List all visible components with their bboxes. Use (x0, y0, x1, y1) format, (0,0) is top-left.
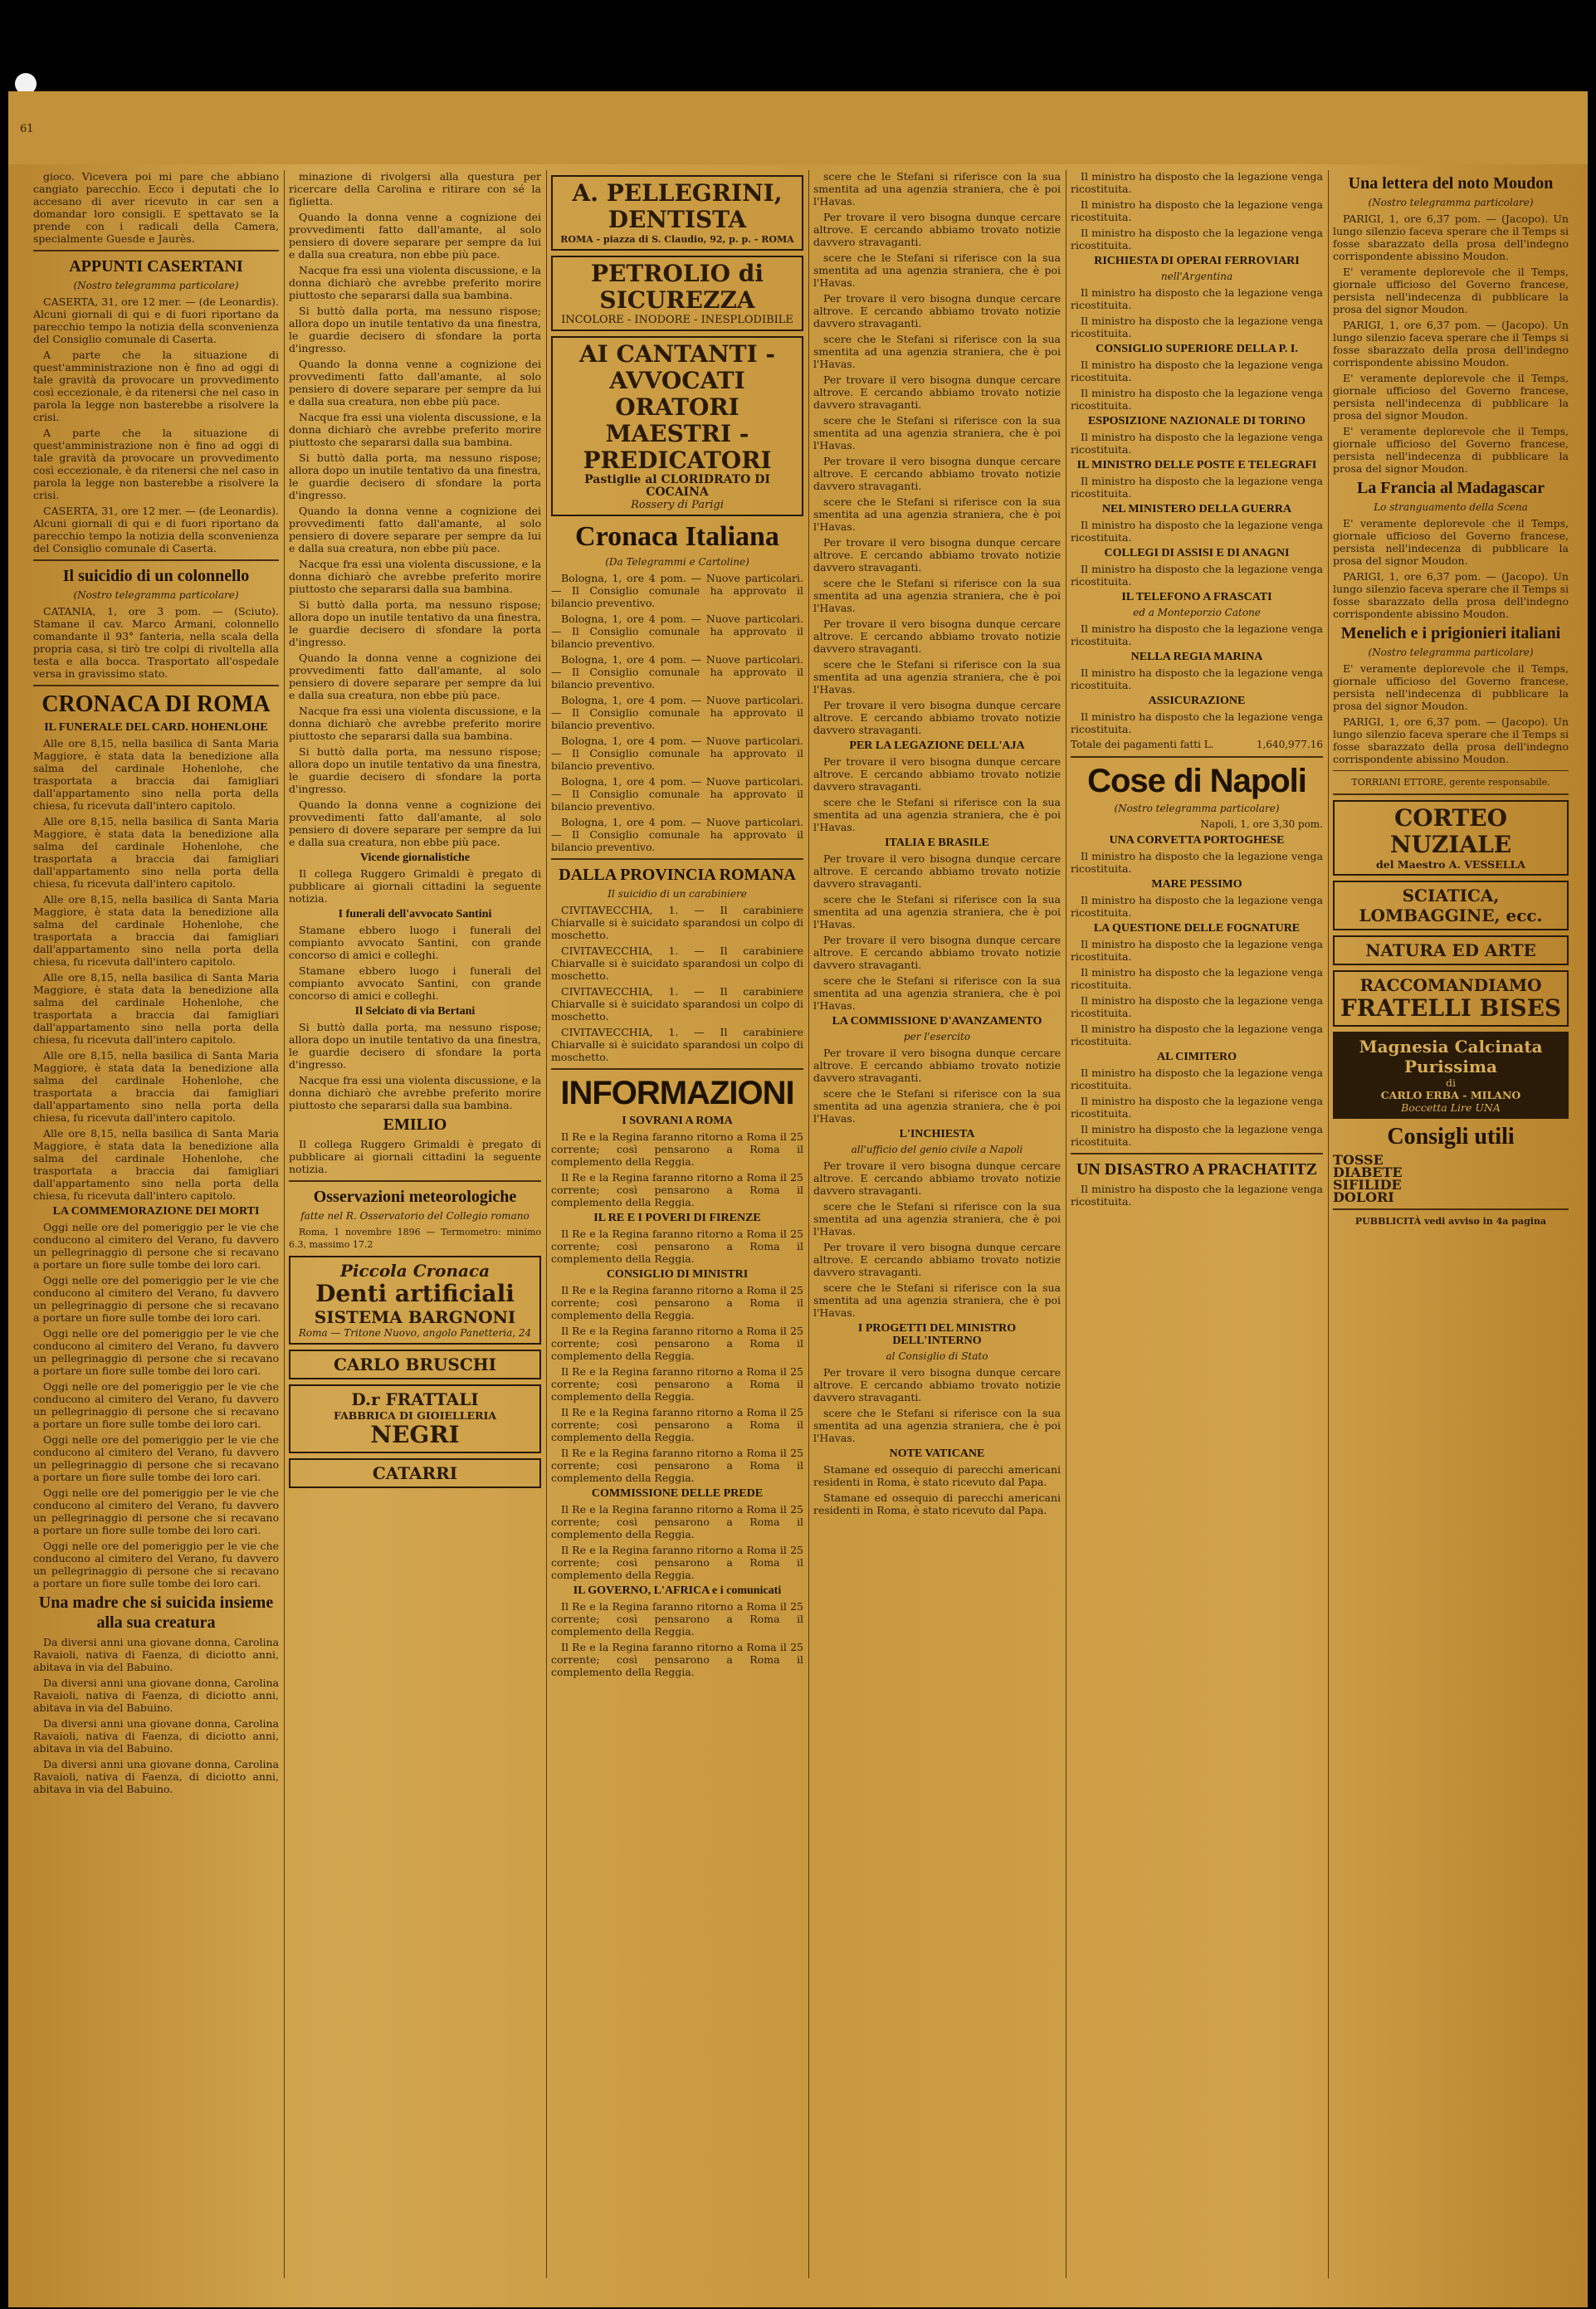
paragraph: Bologna, 1, ore 4 pom. — Nuove particolari. — Il Consiglio comunale ha approvato il bilancio preventivo. (551, 816, 803, 853)
paragraph: Stamane ebbero luogo i funerali del compianto avvocato Santini, con grande concorso di amici e colleghi. (289, 964, 541, 1002)
paragraph: Il Re e la Regina faranno ritorno a Roma il 25 corrente; così pensarono a Roma il complemento della Reggia. (551, 1503, 803, 1540)
headline: I funerali dell'avvocato Santini (338, 908, 492, 920)
ad-line: CATARRI (372, 1463, 458, 1483)
paragraph: CIVITAVECCHIA, 1. — Il carabiniere Chiarvalle si è suicidato sparandosi un colpo di moschetto. (551, 985, 803, 1023)
ad-line: Rossery di Parigi (631, 499, 724, 511)
columns (33, 170, 1569, 2278)
paragraph: minazione di rivolgersi alla questura per ricercare della Carolina e ritirare con sé la figlietta. (289, 170, 541, 207)
ad-line: FRATELLI BISES (1340, 994, 1562, 1022)
paragraph: Il collega Ruggero Grimaldi è pregato di pubblicare ai giornali cittadini la seguente notizia. (289, 867, 541, 905)
paragraph: Bologna, 1, ore 4 pom. — Nuove particolari. — Il Consiglio comunale ha approvato il bilancio preventivo. (551, 735, 803, 772)
ad-title: PETROLIO di SICUREZZA (590, 260, 764, 314)
paragraph: Per trovare il vero bisogna dunque cercare altrove. E cercando abbiamo trovato notizie davvero stravaganti. (813, 1366, 1061, 1403)
consigli-list (1333, 1154, 1569, 1203)
headline: NEL MINISTERO DELLA GUERRA (1101, 503, 1292, 515)
paragraph: Per trovare il vero bisogna dunque cercare altrove. E cercando abbiamo trovato notizie davvero stravaganti. (813, 211, 1061, 248)
paragraph: Per trovare il vero bisogna dunque cercare altrove. E cercando abbiamo trovato notizie davvero stravaganti. (813, 1159, 1061, 1197)
paragraph: Da diversi anni una giovane donna, Carolina Ravaioli, nativa di Faenza, di diciotto anni, abitava in via del Babuino. (33, 1677, 279, 1714)
paragraph: CIVITAVECCHIA, 1. — Il carabiniere Chiarvalle si è suicidato sparandosi un colpo di moschetto. (551, 1026, 803, 1063)
paragraph: Il collega Ruggero Grimaldi è pregato di pubblicare ai giornali cittadini la seguente notizia. (289, 1138, 541, 1175)
paragraph: Oggi nelle ore del pomeriggio per le vie che conducono al cimitero del Verano, fu davvero un pellegrinaggio di persone che si recavano a portare un fiore sulle tombe dei loro cari. (33, 1540, 279, 1589)
headline: ITALIA E BRASILE (885, 837, 989, 849)
paragraph: E' veramente deplorevole che il Temps, giornale ufficioso del Governo francese, persista nell'indecenza di pubblicare la prosa del signor Moudon. (1333, 266, 1569, 315)
paragraph: Bologna, 1, ore 4 pom. — Nuove particolari. — Il Consiglio comunale ha approvato il bilancio preventivo. (551, 694, 803, 731)
column-rule (808, 170, 809, 2278)
headline: PER LA LEGAZIONE DELL'AJA (849, 740, 1025, 752)
ad-line: Roma — Tritone Nuovo, angolo Panetteria, 24 (298, 1327, 532, 1339)
paragraph: scere che le Stefani si riferisce con la sua smentita ad una agenzia straniera, che è poi l'Havas. (813, 1087, 1061, 1125)
paragraph: Per trovare il vero bisogna dunque cercare altrove. E cercando abbiamo trovato notizie davvero stravaganti. (813, 755, 1061, 793)
paragraph: CASERTA, 31, ore 12 mer. — (de Leonardis). Alcuni giornali di qui e di fuori riportano da parecchio tempo la notizia della sconvenienza del Consiglio comunale di Caserta. (33, 505, 279, 554)
total-row (1071, 739, 1323, 751)
paragraph: scere che le Stefani si riferisce con la sua smentita ad una agenzia straniera, che è poi l'Havas. (813, 893, 1061, 930)
paragraph: Per trovare il vero bisogna dunque cercare altrove. E cercando abbiamo trovato notizie davvero stravaganti. (813, 373, 1061, 411)
paragraph: Il Re e la Regina faranno ritorno a Roma il 25 corrente; così pensarono a Roma il complemento della Reggia. (551, 1365, 803, 1403)
headline: I SOVRANI A ROMA (622, 1115, 733, 1127)
ad-title: Piccola Cronaca (339, 1261, 491, 1281)
paragraph: PARIGI, 1, ore 6,37 pom. — (Jacopo). Un lungo silenzio faceva sperare che il Temps si fosse sbarazzato della prosa dell'indegno corrispondente abissino Moudon. (1333, 319, 1569, 369)
paragraph: gioco. Vicevera poi mi pare che abbiano cangiato parecchio. Ecco i deputati che lo accesano di aver ricevuto in car sen a domandar loro consigli. E spettavato se la prende con i radicali della Camera, specialmente Guesde e Jaurès. (33, 170, 279, 245)
headline: CONSIGLIO DI MINISTRI (606, 1268, 749, 1281)
ad-pellegrini (551, 175, 803, 251)
list-item: TOSSE (1333, 1152, 1384, 1168)
ad-line: SISTEMA BARGNONI (314, 1307, 516, 1327)
section-title: Cose di Napoli (1087, 763, 1306, 799)
ad-sub: ROMA - piazza di S. Claudio, 92, p. p. - ROMA (560, 234, 794, 245)
headline: La Francia al Madagascar (1356, 479, 1545, 497)
ad-sub: INCOLORE - INODORE - INESPLODIBILE (561, 314, 793, 326)
paragraph: CIVITAVECCHIA, 1. — Il carabiniere Chiarvalle si è suicidato sparandosi un colpo di moschetto. (551, 945, 803, 982)
paragraph: Per trovare il vero bisogna dunque cercare altrove. E cercando abbiamo trovato notizie davvero stravaganti. (813, 455, 1061, 492)
headline: UNA CORVETTA PORTOGHESE (1109, 834, 1285, 847)
headline: Una madre che si suicida insieme alla sua creatura (38, 1594, 274, 1632)
ad-sciatica (1333, 881, 1569, 930)
footer-notice: PUBBLICITÀ vedi avviso in 4a pagina (1354, 1216, 1547, 1227)
subheading: all'ufficio del genio civile a Napoli (851, 1144, 1023, 1155)
meteo-data: Roma, 1 novembre 1896 — Termometro: minimo 6.3, massimo 17.2 (289, 1227, 541, 1250)
total-label: Totale dei pagamenti fatti L. (1071, 739, 1214, 750)
ad-raccomandiamo (1333, 970, 1569, 1027)
paragraph: Alle ore 8,15, nella basilica di Santa Maria Maggiore, è stata data la benedizione alla salma del cardinale Hohenlohe, che trasportata a braccia dai famigliari dall'appartamento sino nella porta della chiesa, fu ricevuta dall'intero capitolo. (33, 971, 279, 1046)
paragraph: Il ministro ha disposto che la legazione venga ricostituita. (1071, 519, 1323, 544)
paragraph: Per trovare il vero bisogna dunque cercare altrove. E cercando abbiamo trovato notizie davvero stravaganti. (813, 1047, 1061, 1084)
paragraph: Alle ore 8,15, nella basilica di Santa Maria Maggiore, è stata data la benedizione alla salma del cardinale Hohenlohe, che trasportata a braccia dai famigliari dall'appartamento sino nella porta della chiesa, fu ricevuta dall'intero capitolo. (33, 1049, 279, 1124)
paragraph: Il ministro ha disposto che la legazione venga ricostituita. (1071, 431, 1323, 456)
paragraph: Per trovare il vero bisogna dunque cercare altrove. E cercando abbiamo trovato notizie davvero stravaganti. (813, 852, 1061, 890)
paragraph: Il ministro ha disposto che la legazione venga ricostituita. (1071, 938, 1323, 963)
ad-bargnoni (289, 1256, 541, 1345)
list-item: DOLORI (1333, 1189, 1394, 1205)
subheading: nell'Argentina (1160, 271, 1233, 282)
page-top-band (8, 91, 1588, 164)
paragraph: Il ministro ha disposto che la legazione venga ricostituita. (1071, 475, 1323, 500)
paragraph: Oggi nelle ore del pomeriggio per le vie che conducono al cimitero del Verano, fu davvero un pellegrinaggio di persone che si recavano a portare un fiore sulle tombe dei loro cari. (33, 1380, 279, 1430)
paragraph: Quando la donna venne a cognizione dei provvedimenti fatto dall'amante, al solo pensiero di dovere separare per sempre da lui e dalla sua creatura, non ebbe più pace. (289, 798, 541, 848)
headline: EMILIO (383, 1115, 447, 1134)
headline: LA COMMEMORAZIONE DEI MORTI (52, 1205, 260, 1218)
headline: COLLEGI DI ASSISI E DI ANAGNI (1104, 547, 1290, 559)
paragraph: Stamane ed ossequio di parecchi americani residenti in Roma, è stato ricevuto dal Papa. (813, 1491, 1061, 1516)
paragraph: Nacque fra essi una violenta discussione, e la donna dichiarò che avrebbe preferito morire piuttosto che separarsi dalla sua bambina. (289, 705, 541, 742)
subheading: (Da Telegrammi e Cartoline) (605, 556, 749, 568)
paragraph: scere che le Stefani si riferisce con la sua smentita ad una agenzia straniera, che è poi l'Havas. (813, 333, 1061, 370)
paragraph: Oggi nelle ore del pomeriggio per le vie che conducono al cimitero del Verano, fu davvero un pellegrinaggio di persone che si recavano a portare un fiore sulle tombe dei loro cari. (33, 1486, 279, 1536)
paragraph: Stamane ed ossequio di parecchi americani residenti in Roma, è stato ricevuto dal Papa. (813, 1463, 1061, 1488)
ad-corteo-nuziale (1333, 800, 1569, 876)
paragraph: Da diversi anni una giovane donna, Carolina Ravaioli, nativa di Faenza, di diciotto anni, abitava in via del Babuino. (33, 1758, 279, 1795)
headline: Osservazioni meteorologiche (313, 1188, 517, 1206)
paragraph: Quando la donna venne a cognizione dei provvedimenti fatto dall'amante, al solo pensiero di dovere separare per sempre da lui e dalla sua creatura, non ebbe più pace. (289, 358, 541, 408)
paragraph: Il ministro ha disposto che la legazione venga ricostituita. (1071, 994, 1323, 1019)
paragraph: Oggi nelle ore del pomeriggio per le vie che conducono al cimitero del Verano, fu davvero un pellegrinaggio di persone che si recavano a portare un fiore sulle tombe dei loro cari. (33, 1274, 279, 1324)
paragraph: PARIGI, 1, ore 6,37 pom. — (Jacopo). Un lungo silenzio faceva sperare che il Temps si fosse sbarazzato della prosa dell'indegno corrispondente abissino Moudon. (1333, 570, 1569, 620)
paragraph: Nacque fra essi una violenta discussione, e la donna dichiarò che avrebbe preferito morire piuttosto che separarsi dalla sua bambina. (289, 264, 541, 301)
ad-magnesia (1333, 1032, 1569, 1119)
headline: IL GOVERNO, L'AFRICA e i comunicati (573, 1584, 782, 1597)
headline: Il suicidio di un colonnello (62, 567, 250, 585)
paragraph: Per trovare il vero bisogna dunque cercare altrove. E cercando abbiamo trovato notizie davvero stravaganti. (813, 618, 1061, 655)
paragraph: Il Re e la Regina faranno ritorno a Roma il 25 corrente; così pensarono a Roma il complemento della Reggia. (551, 1600, 803, 1638)
ad-title: SCIATICA, LOMBAGGINE, ecc. (1359, 886, 1543, 925)
paragraph: Il ministro ha disposto che la legazione venga ricostituita. (1071, 1023, 1323, 1047)
subheading: Lo stranguamento della Scena (1374, 501, 1528, 513)
paragraph: Il Re e la Regina faranno ritorno a Roma il 25 corrente; così pensarono a Roma il complemento della Reggia. (551, 1406, 803, 1443)
column-1 (33, 170, 279, 2278)
headline: Vicende giornalistiche (359, 852, 471, 864)
paragraph: Bologna, 1, ore 4 pom. — Nuove particolari. — Il Consiglio comunale ha approvato il bilancio preventivo. (551, 653, 803, 691)
paragraph: Per trovare il vero bisogna dunque cercare altrove. E cercando abbiamo trovato notizie davvero stravaganti. (813, 934, 1061, 971)
paragraph: Per trovare il vero bisogna dunque cercare altrove. E cercando abbiamo trovato notizie davvero stravaganti. (813, 699, 1061, 736)
column-rule (546, 170, 547, 2278)
paragraph: Da diversi anni una giovane donna, Carolina Ravaioli, nativa di Faenza, di diciotto anni, abitava in via del Babuino. (33, 1636, 279, 1673)
paragraph: Da diversi anni una giovane donna, Carolina Ravaioli, nativa di Faenza, di diciotto anni, abitava in via del Babuino. (33, 1717, 279, 1755)
paragraph: A parte che la situazione di quest'amministrazione non è fino ad oggi di tale gravità da provocare un provvedimento così eccezionale, è da ritenersi che nel caso in parola la legge non basterebbe a risolvere la crisi. (33, 349, 279, 423)
headline: Consigli utili (1387, 1124, 1515, 1150)
ad-title: CORTEO NUZIALE (1389, 804, 1512, 858)
paragraph: PARIGI, 1, ore 6,37 pom. — (Jacopo). Un lungo silenzio faceva sperare che il Temps si fosse sbarazzato della prosa dell'indegno corrispondente abissino Moudon. (1333, 715, 1569, 765)
ad-line: CARLO BRUSCHI (333, 1355, 497, 1374)
corner-number: 61 (20, 123, 34, 135)
paragraph: Il Re e la Regina faranno ritorno a Roma il 25 corrente; così pensarono a Roma il complemento della Reggia. (551, 1447, 803, 1484)
subheading: (Nostro telegramma particolare) (1368, 647, 1534, 658)
paragraph: Il ministro ha disposto che la legazione venga ricostituita. (1071, 387, 1323, 412)
headline: Menelich e i prigionieri italiani (1340, 624, 1561, 642)
paragraph: Alle ore 8,15, nella basilica di Santa Maria Maggiore, è stata data la benedizione alla salma del cardinale Hohenlohe, che trasportata a braccia dai famigliari dall'appartamento sino nella porta della chiesa, fu ricevuta dall'intero capitolo. (33, 1127, 279, 1202)
paragraph: Il ministro ha disposto che la legazione venga ricostituita. (1071, 359, 1323, 383)
paragraph: scere che le Stefani si riferisce con la sua smentita ad una agenzia straniera, che è poi l'Havas. (813, 251, 1061, 289)
column-4 (813, 170, 1061, 2278)
paragraph: scere che le Stefani si riferisce con la sua smentita ad una agenzia straniera, che è poi l'Havas. (813, 170, 1061, 207)
headline: I PROGETTI DEL MINISTRO DELL'INTERNO (857, 1322, 1017, 1347)
ad-sub: del Maestro A. VESSELLA (1376, 858, 1525, 871)
paragraph: Oggi nelle ore del pomeriggio per le vie che conducono al cimitero del Verano, fu davvero un pellegrinaggio di persone che si recavano a portare un fiore sulle tombe dei loro cari. (33, 1327, 279, 1377)
ad-line: Boccetta Lire UNA (1401, 1101, 1501, 1114)
ad-title: RACCOMANDIAMO (1359, 975, 1542, 995)
paragraph: scere che le Stefani si riferisce con la sua smentita ad una agenzia straniera, che è poi l'Havas. (813, 414, 1061, 452)
subheading: ed a Monteporzio Catone (1133, 607, 1261, 618)
paragraph: Bologna, 1, ore 4 pom. — Nuove particolari. — Il Consiglio comunale ha approvato il bilancio preventivo. (551, 613, 803, 650)
ad-line: Pastiglie al CLORIDRATO DI COCAINA (584, 473, 770, 499)
ad-catarri (289, 1458, 541, 1488)
column-rule (284, 170, 285, 2278)
paragraph: Il ministro ha disposto che la legazione venga ricostituita. (1071, 850, 1323, 875)
paragraph: Il Re e la Regina faranno ritorno a Roma il 25 corrente; così pensarono a Roma il complemento della Reggia. (551, 1544, 803, 1581)
paragraph: Quando la donna venne a cognizione dei provvedimenti fatto dall'amante, al solo pensiero di dovere separare per sempre da lui e dalla sua creatura, non ebbe più pace. (289, 652, 541, 701)
ad-petrolio (551, 256, 803, 331)
ad-line: AI CANTANTI - AVVOCATI (578, 340, 776, 394)
paragraph: Il ministro ha disposto che la legazione venga ricostituita. (1071, 966, 1323, 991)
paragraph: Alle ore 8,15, nella basilica di Santa Maria Maggiore, è stata data la benedizione alla salma del cardinale Hohenlohe, che trasportata a braccia dai famigliari dall'appartamento sino nella porta della chiesa, fu ricevuta dall'intero capitolo. (33, 893, 279, 968)
paragraph: Il ministro ha disposto che la legazione venga ricostituita. (1071, 563, 1323, 588)
paragraph: Oggi nelle ore del pomeriggio per le vie che conducono al cimitero del Verano, fu davvero un pellegrinaggio di persone che si recavano a portare un fiore sulle tombe dei loro cari. (33, 1221, 279, 1271)
headline: APPUNTI CASERTANI (69, 257, 243, 276)
paragraph: Nacque fra essi una violenta discussione, e la donna dichiarò che avrebbe preferito morire piuttosto che separarsi dalla sua bambina. (289, 411, 541, 448)
headline: UN DISASTRO A PRACHATITZ (1076, 1160, 1318, 1179)
paragraph: Quando la donna venne a cognizione dei provvedimenti fatto dall'amante, al solo pensiero di dovere separare per sempre da lui e dalla sua creatura, non ebbe più pace. (289, 211, 541, 261)
ad-line: di (1446, 1076, 1456, 1089)
headline: NOTE VATICANE (889, 1447, 985, 1460)
headline: Il Selciato di via Bertani (354, 1005, 476, 1018)
column-3 (551, 170, 803, 2278)
subheading: (Nostro telegramma particolare) (73, 280, 239, 291)
ad-frattali (289, 1384, 541, 1453)
ad-natura-arte (1333, 935, 1569, 965)
headline: IL TELEFONO A FRASCATI (1121, 591, 1272, 603)
total-value: 1,640,977.16 (1256, 739, 1323, 750)
headline: IL FUNERALE DEL CARD. HOHENLOHE (44, 721, 268, 734)
column-6 (1333, 170, 1569, 2278)
list-item: SIFILIDE (1333, 1177, 1402, 1193)
headline: IL MINISTRO DELLE POSTE E TELEGRAFI (1076, 459, 1317, 471)
paragraph: Bologna, 1, ore 4 pom. — Nuove particolari. — Il Consiglio comunale ha approvato il bilancio preventivo. (551, 775, 803, 813)
ad-line: ORATORI (615, 393, 739, 421)
section-title: INFORMAZIONI (560, 1075, 794, 1111)
paragraph: scere che le Stefani si riferisce con la sua smentita ad una agenzia straniera, che è poi l'Havas. (813, 1407, 1061, 1444)
paragraph: Nacque fra essi una violenta discussione, e la donna dichiarò che avrebbe preferito morire piuttosto che separarsi dalla sua bambina. (289, 558, 541, 595)
paragraph: A parte che la situazione di quest'amministrazione non è fino ad oggi di tale gravità da provocare un provvedimento così eccezionale, è da ritenersi che nel caso in parola la legge non basterebbe a risolvere la crisi. (33, 427, 279, 501)
headline: IL RE E I POVERI DI FIRENZE (593, 1212, 761, 1224)
subheading: (Nostro telegramma particolare) (73, 589, 239, 601)
subheading: (Nostro telegramma particolare) (1368, 197, 1534, 208)
paragraph: E' veramente deplorevole che il Temps, giornale ufficioso del Governo francese, persista nell'indecenza di pubblicare la prosa del signor Moudon. (1333, 425, 1569, 475)
ad-title: Magnesia Calcinata Purissima (1359, 1037, 1543, 1076)
ad-line: NEGRI (370, 1421, 460, 1448)
paragraph: Quando la donna venne a cognizione dei provvedimenti fatto dall'amante, al solo pensiero di dovere separare per sempre da lui e dalla sua creatura, non ebbe più pace. (289, 505, 541, 554)
paragraph: Il ministro ha disposto che la legazione venga ricostituita. (1071, 198, 1323, 223)
paragraph: E' veramente deplorevole che il Temps, giornale ufficioso del Governo francese, persista nell'indecenza di pubblicare la prosa del signor Moudon. (1333, 517, 1569, 567)
paragraph: Alle ore 8,15, nella basilica di Santa Maria Maggiore, è stata data la benedizione alla salma del cardinale Hohenlohe, che trasportata a braccia dai famigliari dall'appartamento sino nella porta della chiesa, fu ricevuta dall'intero capitolo. (33, 815, 279, 890)
paragraph: Il ministro ha disposto che la legazione venga ricostituita. (1071, 710, 1323, 735)
paragraph: scere che le Stefani si riferisce con la sua smentita ad una agenzia straniera, che è poi l'Havas. (813, 1281, 1061, 1319)
paragraph: Si buttò dalla porta, ma nessuno rispose; allora dopo un inutile tentativo da una finestra, le guardie decisero di sfondare la porta d'ingresso. (289, 1021, 541, 1071)
paragraph: Il ministro ha disposto che la legazione venga ricostituita. (1071, 1183, 1323, 1208)
ad-bruschi (289, 1350, 541, 1379)
paragraph: E' veramente deplorevole che il Temps, giornale ufficioso del Governo francese, persista nell'indecenza di pubblicare la prosa del signor Moudon. (1333, 372, 1569, 422)
paragraph: CATANIA, 1, ore 3 pom. — (Sciuto). Stamane il cav. Marco Armani, colonnello comandante il 93° fanteria, nella scala della propria casa, si tirò tre colpi di rivoltella alla testa e alla bocca. Trasportato all'ospedale versa in gravissimo stato. (33, 605, 279, 680)
list-item: DIABETE (1333, 1164, 1403, 1180)
paragraph: Il ministro ha disposto che la legazione venga ricostituita. (1071, 894, 1323, 919)
headline: L'INCHIESTA (899, 1128, 975, 1140)
paragraph: Il ministro ha disposto che la legazione venga ricostituita. (1071, 666, 1323, 691)
headline: CONSIGLIO SUPERIORE DELLA P. I. (1096, 343, 1298, 355)
ad-line: MAESTRI - PREDICATORI (583, 420, 772, 474)
ad-line: D.r FRATTALI (351, 1389, 479, 1409)
paragraph: Il ministro ha disposto che la legazione venga ricostituita. (1071, 1067, 1323, 1091)
paragraph: Il Re e la Regina faranno ritorno a Roma il 25 corrente; così pensarono a Roma il complemento della Reggia. (551, 1130, 803, 1168)
paragraph: Il ministro ha disposto che la legazione venga ricostituita. (1071, 170, 1323, 195)
column-rule (1328, 170, 1329, 2278)
paragraph: CIVITAVECCHIA, 1. — Il carabiniere Chiarvalle si è suicidato sparandosi un colpo di moschetto. (551, 904, 803, 941)
paragraph: scere che le Stefani si riferisce con la sua smentita ad una agenzia straniera, che è poi l'Havas. (813, 495, 1061, 533)
headline: LA QUESTIONE DELLE FOGNATURE (1093, 922, 1301, 935)
headline: COMMISSIONE DELLE PREDE (591, 1487, 764, 1500)
section-title: Cronaca Italiana (575, 521, 779, 552)
headline: DALLA PROVINCIA ROMANA (559, 866, 796, 884)
paragraph: scere che le Stefani si riferisce con la sua smentita ad una agenzia straniera, che è poi l'Havas. (813, 577, 1061, 614)
paragraph: Alle ore 8,15, nella basilica di Santa Maria Maggiore, è stata data la benedizione alla salma del cardinale Hohenlohe, che trasportata a braccia dai famigliari dall'appartamento sino nella porta della chiesa, fu ricevuta dall'intero capitolo. (33, 737, 279, 812)
paragraph: Si buttò dalla porta, ma nessuno rispose; allora dopo un inutile tentativo da una finestra, le guardie decisero di sfondare la porta d'ingresso. (289, 305, 541, 354)
paragraph: Stamane ebbero luogo i funerali del compianto avvocato Santini, con grande concorso di amici e colleghi. (289, 924, 541, 961)
headline: Una lettera del noto Moudon (1348, 174, 1554, 193)
gerente-signature: TORRIANI ETTORE, gerente responsabile. (1351, 777, 1550, 788)
newspaper-page (8, 91, 1588, 2307)
paragraph: Il ministro ha disposto che la legazione venga ricostituita. (1071, 227, 1323, 251)
paragraph: Il ministro ha disposto che la legazione venga ricostituita. (1071, 315, 1323, 339)
paragraph: Per trovare il vero bisogna dunque cercare altrove. E cercando abbiamo trovato notizie davvero stravaganti. (813, 292, 1061, 330)
paragraph: Il Re e la Regina faranno ritorno a Roma il 25 corrente; così pensarono a Roma il complemento della Reggia. (551, 1325, 803, 1362)
paragraph: Il ministro ha disposto che la legazione venga ricostituita. (1071, 1123, 1323, 1148)
subheading: per l'esercito (903, 1031, 971, 1042)
headline: RICHIESTA DI OPERAI FERROVIARI (1094, 255, 1300, 267)
subheading: (Nostro telegramma particolare) (1114, 803, 1280, 814)
paragraph: scere che le Stefani si riferisce con la sua smentita ad una agenzia straniera, che è poi l'Havas. (813, 658, 1061, 696)
subheading: fatte nel R. Osservatorio del Collegio romano (300, 1210, 530, 1222)
paragraph: Per trovare il vero bisogna dunque cercare altrove. E cercando abbiamo trovato notizie davvero stravaganti. (813, 536, 1061, 574)
headline: ASSICURAZIONE (1148, 695, 1246, 707)
subheading: Il suicidio di un carabiniere (608, 888, 747, 900)
paragraph: Il Re e la Regina faranno ritorno a Roma il 25 corrente; così pensarono a Roma il complemento della Reggia. (551, 1284, 803, 1321)
paragraph: Oggi nelle ore del pomeriggio per le vie che conducono al cimitero del Verano, fu davvero un pellegrinaggio di persone che si recavano a portare un fiore sulle tombe dei loro cari. (33, 1433, 279, 1483)
paragraph: scere che le Stefani si riferisce con la sua smentita ad una agenzia straniera, che è poi l'Havas. (813, 1200, 1061, 1237)
headline: LA COMMISSIONE D'AVANZAMENTO (832, 1015, 1042, 1028)
headline: ESPOSIZIONE NAZIONALE DI TORINO (1087, 415, 1306, 427)
dateline: Napoli, 1, ore 3,30 pom. (1200, 818, 1323, 830)
paragraph: Il Re e la Regina faranno ritorno a Roma il 25 corrente; così pensarono a Roma il complemento della Reggia. (551, 1228, 803, 1265)
paragraph: Si buttò dalla porta, ma nessuno rispose; allora dopo un inutile tentativo da una finestra, le guardie decisero di sfondare la porta d'ingresso. (289, 598, 541, 648)
column-5 (1071, 170, 1323, 2278)
ad-line: FABBRICA DI GIOIELLERIA (333, 1409, 497, 1422)
paragraph: Per trovare il vero bisogna dunque cercare altrove. E cercando abbiamo trovato notizie davvero stravaganti. (813, 1241, 1061, 1278)
paragraph: Bologna, 1, ore 4 pom. — Nuove particolari. — Il Consiglio comunale ha approvato il bilancio preventivo. (551, 572, 803, 609)
headline: NELLA REGIA MARINA (1130, 651, 1263, 663)
paragraph: E' veramente deplorevole che il Temps, giornale ufficioso del Governo francese, persista nell'indecenza di pubblicare la prosa del signor Moudon. (1333, 662, 1569, 712)
headline: MARE PESSIMO (1151, 878, 1242, 891)
paragraph: scere che le Stefani si riferisce con la sua smentita ad una agenzia straniera, che è poi l'Havas. (813, 796, 1061, 833)
ad-cantanti (551, 336, 803, 516)
ad-title: NATURA ED ARTE (1365, 940, 1536, 960)
paragraph: Il ministro ha disposto che la legazione venga ricostituita. (1071, 622, 1323, 647)
paragraph: Il Re e la Regina faranno ritorno a Roma il 25 corrente; così pensarono a Roma il complemento della Reggia. (551, 1171, 803, 1208)
paragraph: Nacque fra essi una violenta discussione, e la donna dichiarò che avrebbe preferito morire piuttosto che separarsi dalla sua bambina. (289, 1074, 541, 1111)
paragraph: Il Re e la Regina faranno ritorno a Roma il 25 corrente; così pensarono a Roma il complemento della Reggia. (551, 1641, 803, 1678)
ad-line: Denti artificiali (315, 1280, 515, 1307)
headline: AL CIMITERO (1156, 1051, 1237, 1063)
subheading: al Consiglio di Stato (886, 1350, 988, 1362)
paragraph: Si buttò dalla porta, ma nessuno rispose; allora dopo un inutile tentativo da una finestra, le guardie decisero di sfondare la porta d'ingresso. (289, 452, 541, 501)
paragraph: Si buttò dalla porta, ma nessuno rispose; allora dopo un inutile tentativo da una finestra, le guardie decisero di sfondare la porta d'ingresso. (289, 745, 541, 795)
column-2 (289, 170, 541, 2278)
paragraph: scere che le Stefani si riferisce con la sua smentita ad una agenzia straniera, che è poi l'Havas. (813, 974, 1061, 1012)
paragraph: CASERTA, 31, ore 12 mer. — (de Leonardis). Alcuni giornali di qui e di fuori riportano da parecchio tempo la notizia della sconvenienza del Consiglio comunale di Caserta. (33, 295, 279, 345)
paragraph: Il ministro ha disposto che la legazione venga ricostituita. (1071, 1095, 1323, 1120)
paragraph: Il ministro ha disposto che la legazione venga ricostituita. (1071, 286, 1323, 311)
ad-title: A. PELLEGRINI, DENTISTA (572, 179, 783, 233)
section-title: CRONACA DI ROMA (41, 691, 271, 717)
paragraph: PARIGI, 1, ore 6,37 pom. — (Jacopo). Un lungo silenzio faceva sperare che il Temps si fosse sbarazzato della prosa dell'indegno corrispondente abissino Moudon. (1333, 212, 1569, 262)
ad-line: CARLO ERBA - MILANO (1380, 1089, 1521, 1101)
